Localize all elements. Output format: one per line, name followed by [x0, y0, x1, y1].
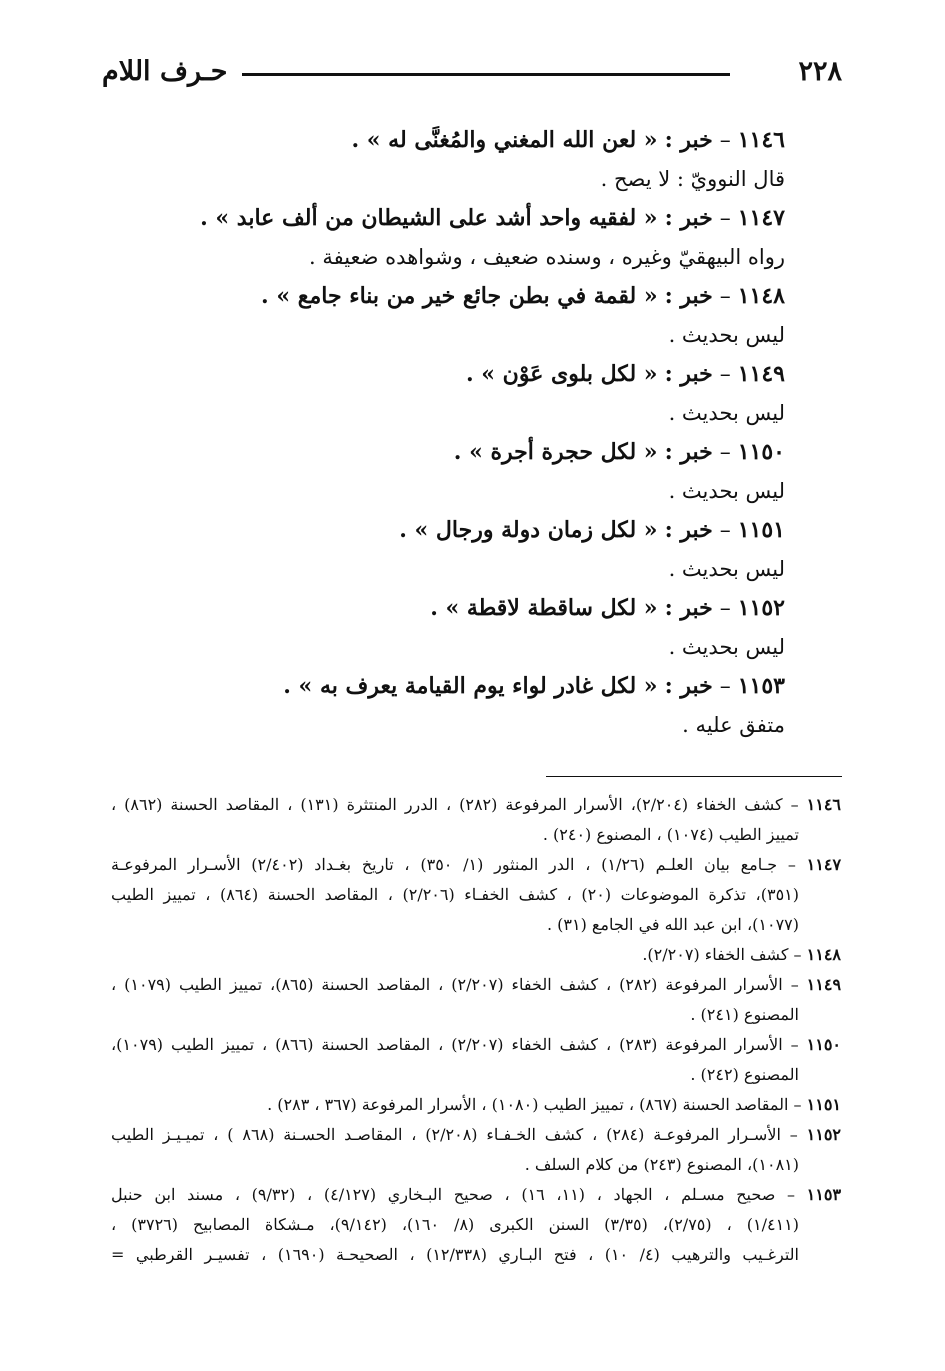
entry-khabar: خبر :: [664, 127, 713, 153]
entry-number: ١١٤٩: [737, 361, 785, 387]
footnote-number: ١١٥٢: [806, 1125, 842, 1144]
footnote-text: الأسـرار المرفوعـة (٢٨٤) ، كشف الخـفـاء (٢/٢٠٨) ، المقاصـد الحسـنة (٨٦٨ ) ، تميـيـز الطيب: [111, 1125, 781, 1144]
footnote-text: (١٠٧٧)، ابن عبد الله في الجامع (٣١) .: [546, 915, 799, 934]
footnote-text: المصنوع (٢٤٢) .: [690, 1065, 799, 1084]
footnote-number: ١١٤٩: [806, 975, 842, 994]
entry-1150: ١١٥٠ – خبر : « لكل حجرة أجرة » .: [453, 439, 785, 465]
footnote-number: ١١٤٧: [806, 855, 842, 874]
entry-1146: ١١٤٦ – خبر : « لعن الله المغني والمُغنَّى له » .: [351, 127, 785, 153]
entry-text: « لكل حجرة أجرة » .: [453, 439, 658, 465]
entry-khabar: خبر :: [664, 205, 713, 231]
footnote-text: الأسرار المرفوعة (٢٨٣) ، كشف الخفاء (٢/٢٠٧) ، المقاصد الحسنة (٨٦٦) ، تمييز الطيب (١٠٧٩)،: [111, 1035, 783, 1054]
footnote-number: ١١٤٨: [806, 945, 841, 964]
footnote-text: (٣٥١)، تذكرة الموضوعات (٢٠) ، كشف الخفـاء (٢/٢٠٦) ، المقاصد الحسنة (٨٦٤) ، تمييز الطيب: [111, 885, 799, 904]
entry-1151: ١١٥١ – خبر : « لكل زمان دولة ورجال » .: [399, 517, 785, 543]
entry-text: « لفقيه واحد أشد على الشيطان من ألف عابد » .: [200, 205, 658, 231]
header-rule: [242, 73, 730, 76]
entry-1152: ١١٥٢ – خبر : « لكل ساقطة لاقطة » .: [430, 595, 785, 621]
footnote-text: كشف الخفاء (٢/٢٠٧).: [642, 945, 789, 964]
main-body: [145, 121, 785, 745]
footnote-number: ١١٥١: [806, 1095, 841, 1114]
entry-khabar: خبر :: [664, 673, 713, 699]
entry-text: « لكل ساقطة لاقطة » .: [430, 595, 658, 621]
footnote-text: الترغـيب والترهيب (٤/ ١٠) ، فتح البـاري (١٢/٣٣٨) ، الصحيحـة (١٦٩٠) ، تفسيـر القرطبي =: [111, 1245, 800, 1264]
page-number: ٢٢٨: [798, 56, 842, 87]
footnote-number: ١١٥٣: [806, 1185, 842, 1204]
footnote-text: (١/٤١١) ، (٢/٧٥)، (٣/٣٥) السنن الكبرى (٨/ ١٦٠)، (٩/١٤٢)، مـشكاة المصابيح (٣٧٢٦) ،: [111, 1215, 799, 1234]
entry-number: ١١٥٢: [737, 595, 785, 621]
entry-comment: ليس بحديث .: [668, 323, 785, 347]
entry-1149: ١١٤٩ – خبر : « لكل بلوى عَوْن » .: [465, 361, 785, 387]
footnote-1146: ١١٤٦ – كشف الخفاء (٢/٢٠٤)، الأسرار المرفوعة (٢٨٢) ، الدرر المنتثرة (١٣١) ، المقاصد الحسنة (٨٦٢) ، تمييز الطيب (١٠٧٤) ، المصنوع (٢٤٠) .: [111, 790, 841, 850]
footnote-text: جـامع بيان العلـم (١/٢٦) ، الدر المنثور (١/ ٣٥٠) ، تاريخ بغـداد (٢/٤٠٢) الأسـرار المرفوعـة: [111, 855, 778, 874]
entry-text: « لكل بلوى عَوْن » .: [465, 361, 658, 387]
footnote-text: صحيح مسـلم ، الجهاد ، (١١، ١٦) ، صحيح البـخاري (٤/١٢٧) ، (٩/٣٢) ، مسند ابن حنبل: [111, 1185, 776, 1204]
entry-1153: ١١٥٣ – خبر : « لكل غادر لواء يوم القيامة يعرف به » .: [283, 673, 785, 699]
footnote-1147: ١١٤٧ – جـامع بيان العلـم (١/٢٦) ، الدر المنثور (١/ ٣٥٠) ، تاريخ بغـداد (٢/٤٠٢) الأسـرار المرفوعـة (٣٥١)، تذكرة الموضوعات (٢٠) ، كشف الخفـاء (٢/٢٠٦) ، المقاصد الحسنة (٨٦٤) ، تمييز الطيب (١٠٧٧)، ابن عبد الله في الجامع (٣١) .: [111, 850, 841, 940]
footnote-text: الأسرار المرفوعة (٢٨٢) ، كشف الخفاء (٢/٢٠٧) ، المقاصد الحسنة (٨٦٥)، تمييز الطيب (١٠٧٩) ،: [111, 975, 783, 994]
entry-khabar: خبر :: [664, 283, 713, 309]
footnote-number: ١١٤٦: [806, 795, 842, 814]
entry-khabar: خبر :: [664, 361, 713, 387]
entry-number: ١١٤٧: [737, 205, 785, 231]
entry-text: « لكل زمان دولة ورجال » .: [399, 517, 658, 543]
entry-1147: ١١٤٧ – خبر : « لفقيه واحد أشد على الشيطان من ألف عابد » .: [200, 205, 785, 231]
footnote-number: ١١٥٠: [806, 1035, 842, 1054]
entry-number: ١١٥٠: [737, 439, 785, 465]
entry-1148: ١١٤٨ – خبر : « لقمة في بطن جائع خير من بناء جامع » .: [261, 283, 785, 309]
entry-comment: قال النوويّ : لا يصح .: [600, 167, 785, 191]
footnote-1151: ١١٥١ – المقاصد الحسنة (٨٦٧) ، تمييز الطيب (١٠٨٠) ، الأسرار المرفوعة (٣٦٧ ، ٢٨٣) .: [267, 1095, 841, 1114]
chapter-title: حـرف اللام: [102, 56, 228, 87]
entry-text: « لعن الله المغني والمُغنَّى له » .: [351, 127, 658, 153]
footnote-text: (١٠٨١)، المصنوع (٢٤٣) من كلام السلف .: [524, 1155, 799, 1174]
entry-comment: ليس بحديث .: [668, 401, 785, 425]
entry-khabar: خبر :: [664, 517, 713, 543]
footnote-text: كشف الخفاء (٢/٢٠٤)، الأسرار المرفوعة (٢٨٢) ، الدرر المنتثرة (١٣١) ، المقاصد الحسنة (٨٦٢) ،: [111, 795, 783, 814]
footnote-text: تمييز الطيب (١٠٧٤) ، المصنوع (٢٤٠) .: [542, 825, 799, 844]
entry-comment: ليس بحديث .: [668, 635, 785, 659]
footnote-1148: ١١٤٨ – كشف الخفاء (٢/٢٠٧).: [642, 945, 841, 964]
entry-number: ١١٤٨: [737, 283, 785, 309]
entry-comment: متفق عليه .: [682, 713, 785, 737]
entry-number: ١١٥٣: [737, 673, 785, 699]
entry-comment: ليس بحديث .: [668, 479, 785, 503]
footnote-1149: ١١٤٩ – الأسرار المرفوعة (٢٨٢) ، كشف الخفاء (٢/٢٠٧) ، المقاصد الحسنة (٨٦٥)، تمييز الطيب (١٠٧٩) ، المصنوع (٢٤١) .: [111, 970, 841, 1030]
footnote-text: المصنوع (٢٤١) .: [690, 1005, 799, 1024]
entry-text: « لكل غادر لواء يوم القيامة يعرف به » .: [283, 673, 658, 699]
footnote-text: المقاصد الحسنة (٨٦٧) ، تمييز الطيب (١٠٨٠) ، الأسرار المرفوعة (٣٦٧ ، ٢٨٣) .: [267, 1095, 789, 1114]
footnote-separator: [546, 776, 842, 777]
entry-text: « لقمة في بطن جائع خير من بناء جامع » .: [261, 283, 658, 309]
entry-comment: رواه البيهقيّ وغيره ، وسنده ضعيف ، وشواهده ضعيفة .: [308, 245, 785, 269]
entry-comment: ليس بحديث .: [668, 557, 785, 581]
footnote-1150: ١١٥٠ – الأسرار المرفوعة (٢٨٣) ، كشف الخفاء (٢/٢٠٧) ، المقاصد الحسنة (٨٦٦) ، تمييز الطيب (١٠٧٩)، المصنوع (٢٤٢) .: [111, 1030, 841, 1090]
footnote-1153: ١١٥٣ – صحيح مسـلم ، الجهاد ، (١١، ١٦) ، صحيح البـخاري (٤/١٢٧) ، (٩/٣٢) ، مسند ابن حنبل (١/٤١١) ، (٢/٧٥)، (٣/٣٥) السنن الكبرى (٨/ ١٦٠)، (٩/١٤٢)، مـشكاة المصابيح (٣٧٢٦) ، الترغـيب والترهيب (٤/ ١٠) ، فتح البـاري (١٢/٣٣٨) ، الصحيحـة (١٦٩٠) ، تفسيـر القرطبي =: [111, 1180, 841, 1270]
footnotes: [111, 790, 841, 1270]
entry-khabar: خبر :: [664, 595, 713, 621]
entry-number: ١١٤٦: [737, 127, 785, 153]
page-header: [102, 56, 842, 100]
entry-khabar: خبر :: [664, 439, 713, 465]
footnote-1152: ١١٥٢ – الأسـرار المرفوعـة (٢٨٤) ، كشف الخـفـاء (٢/٢٠٨) ، المقاصـد الحسـنة (٨٦٨ ) ، تميـيـز الطيب (١٠٨١)، المصنوع (٢٤٣) من كلام السلف .: [111, 1120, 841, 1180]
entry-number: ١١٥١: [737, 517, 785, 543]
